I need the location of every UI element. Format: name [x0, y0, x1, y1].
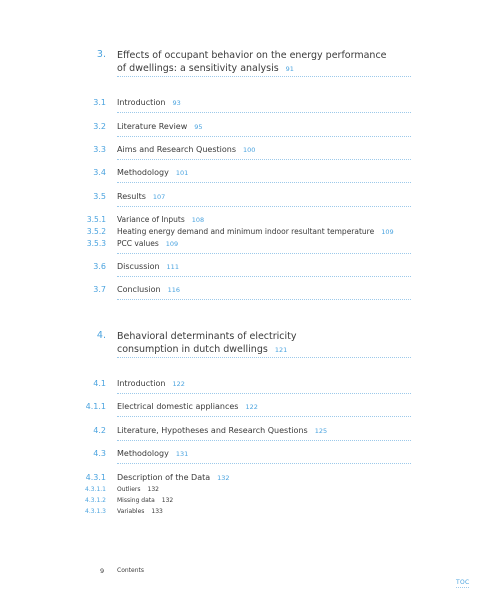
section-number: 3.1 — [93, 98, 106, 107]
section-title: Introduction 122 — [117, 379, 185, 388]
subsection-number: 4.1.1 — [85, 402, 106, 411]
chapter-title-line-2: of dwellings: a sensitivity analysis 91 — [117, 63, 294, 74]
section-title: Methodology 131 — [117, 449, 189, 458]
page-number: 91 — [285, 65, 294, 73]
subsection-number: 3.5.1 — [86, 215, 106, 224]
dotted-divider — [117, 440, 411, 441]
section-title: Results 107 — [117, 192, 166, 201]
chapter-number: 3. — [96, 49, 106, 60]
dotted-divider — [117, 136, 411, 137]
chapter-title-line-1: Effects of occupant behavior on the energy performance — [117, 50, 387, 61]
subsection-number: 3.5.2 — [86, 227, 106, 236]
chapter-number: 4. — [96, 330, 106, 341]
page-number: 107 — [152, 193, 166, 201]
dotted-divider — [117, 276, 411, 277]
section-number: 4.3 — [93, 449, 106, 458]
section-number: 3.4 — [93, 168, 106, 177]
dotted-divider — [117, 112, 411, 113]
page-number: 111 — [166, 263, 179, 271]
subsubsection-title: Missing data 132 — [117, 497, 174, 504]
section-title: Literature Review 95 — [117, 122, 203, 131]
dotted-divider — [117, 357, 411, 358]
page-number: 93 — [172, 99, 181, 107]
section-title: Literature, Hypotheses and Research Questions 125 — [117, 426, 328, 435]
page-number: 101 — [175, 169, 189, 177]
subsubsection-number: 4.3.1.1 — [85, 486, 106, 493]
page-number: 109 — [381, 228, 394, 236]
section-number: 3.3 — [93, 145, 106, 154]
page-number: 132 — [161, 497, 174, 504]
page-number: 100 — [242, 146, 256, 154]
page-number: 132 — [217, 474, 230, 482]
page-number: 108 — [191, 216, 205, 224]
page-number: 121 — [274, 346, 288, 354]
subsection-title: Electrical domestic appliances 122 — [117, 402, 258, 411]
subsubsection-title: Outliers 132 — [117, 486, 159, 493]
footer-page-number: 9 — [100, 567, 105, 575]
toc-link[interactable]: TOC — [456, 579, 470, 586]
page-number: 133 — [151, 508, 163, 515]
page-number: 95 — [194, 123, 203, 131]
dotted-divider — [117, 393, 411, 394]
subsection-number: 4.3.1 — [85, 473, 106, 482]
subsection-title: Heating energy demand and minimum indoor resultant temperature 109 — [117, 227, 394, 236]
dotted-divider — [117, 159, 411, 160]
page-number: 132 — [147, 486, 159, 493]
dotted-divider — [117, 416, 411, 417]
footer-label: Contents — [117, 567, 144, 574]
section-title: Methodology 101 — [117, 168, 189, 177]
subsubsection-number: 4.3.1.3 — [85, 508, 106, 515]
dotted-divider — [117, 182, 411, 183]
chapter-title-line-1: Behavioral determinants of electricity — [117, 331, 297, 342]
dotted-divider — [117, 463, 411, 464]
subsubsection-number: 4.3.1.2 — [85, 497, 106, 504]
dotted-divider — [117, 206, 411, 207]
subsection-title: Description of the Data 132 — [117, 473, 230, 482]
subsection-number: 3.5.3 — [86, 239, 106, 248]
dotted-divider — [117, 253, 411, 254]
section-title: Introduction 93 — [117, 98, 181, 107]
section-title: Discussion 111 — [117, 262, 179, 271]
section-number: 3.2 — [93, 122, 106, 131]
section-title: Aims and Research Questions 100 — [117, 145, 256, 154]
page-number: 125 — [314, 427, 328, 435]
page-number: 122 — [172, 380, 185, 388]
section-number: 4.1 — [93, 379, 106, 388]
section-number: 3.6 — [93, 262, 106, 271]
subsection-title: Variance of Inputs 108 — [117, 215, 205, 224]
page-number: 131 — [175, 450, 189, 458]
page-number: 122 — [245, 403, 258, 411]
section-title: Conclusion 116 — [117, 285, 181, 294]
dotted-divider — [117, 299, 411, 300]
subsubsection-title: Variables 133 — [117, 508, 163, 515]
chapter-title-line-2: consumption in dutch dwellings 121 — [117, 344, 288, 355]
page-number: 109 — [165, 240, 179, 248]
section-number: 4.2 — [93, 426, 106, 435]
section-number: 3.7 — [93, 285, 106, 294]
page-number: 116 — [167, 286, 181, 294]
dotted-divider — [117, 76, 411, 77]
subsection-title: PCC values 109 — [117, 239, 179, 248]
section-number: 3.5 — [93, 192, 106, 201]
